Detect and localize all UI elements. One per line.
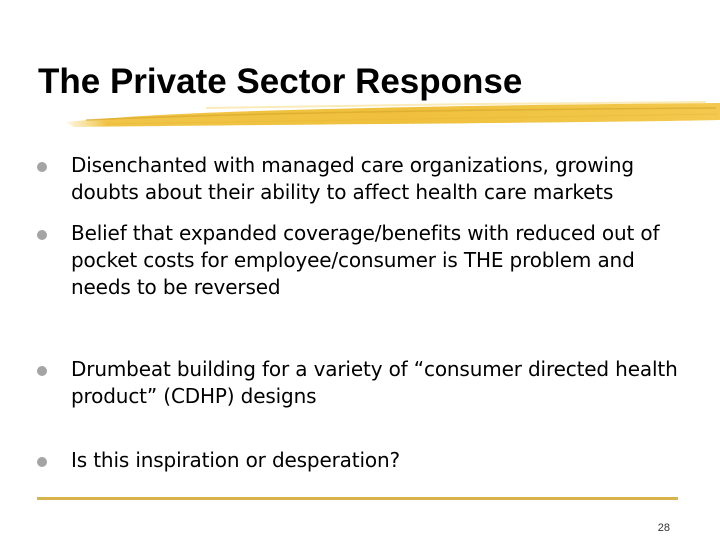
- slide-page-number: 28: [657, 522, 670, 534]
- bullet-text: Drumbeat building for a variety of “consumer directed health product” (CDHP) designs: [71, 357, 678, 408]
- bullet-text: Belief that expanded coverage/benefits with reduced out of pocket costs for employee/consumer is THE problem and needs to be reversed: [71, 221, 660, 299]
- bullet-icon: [37, 457, 47, 467]
- bullet-text: Disenchanted with managed care organizations, growing doubts about their ability to affect health care markets: [71, 153, 634, 204]
- bullet-icon: [37, 366, 47, 376]
- bullet-text: Is this inspiration or desperation?: [71, 448, 400, 472]
- bullet-icon: [37, 230, 47, 240]
- footer-divider: [37, 497, 678, 500]
- bullet-icon: [37, 162, 47, 172]
- slide-title: The Private Sector Response: [38, 62, 523, 101]
- title-brush-underline: [66, 100, 720, 132]
